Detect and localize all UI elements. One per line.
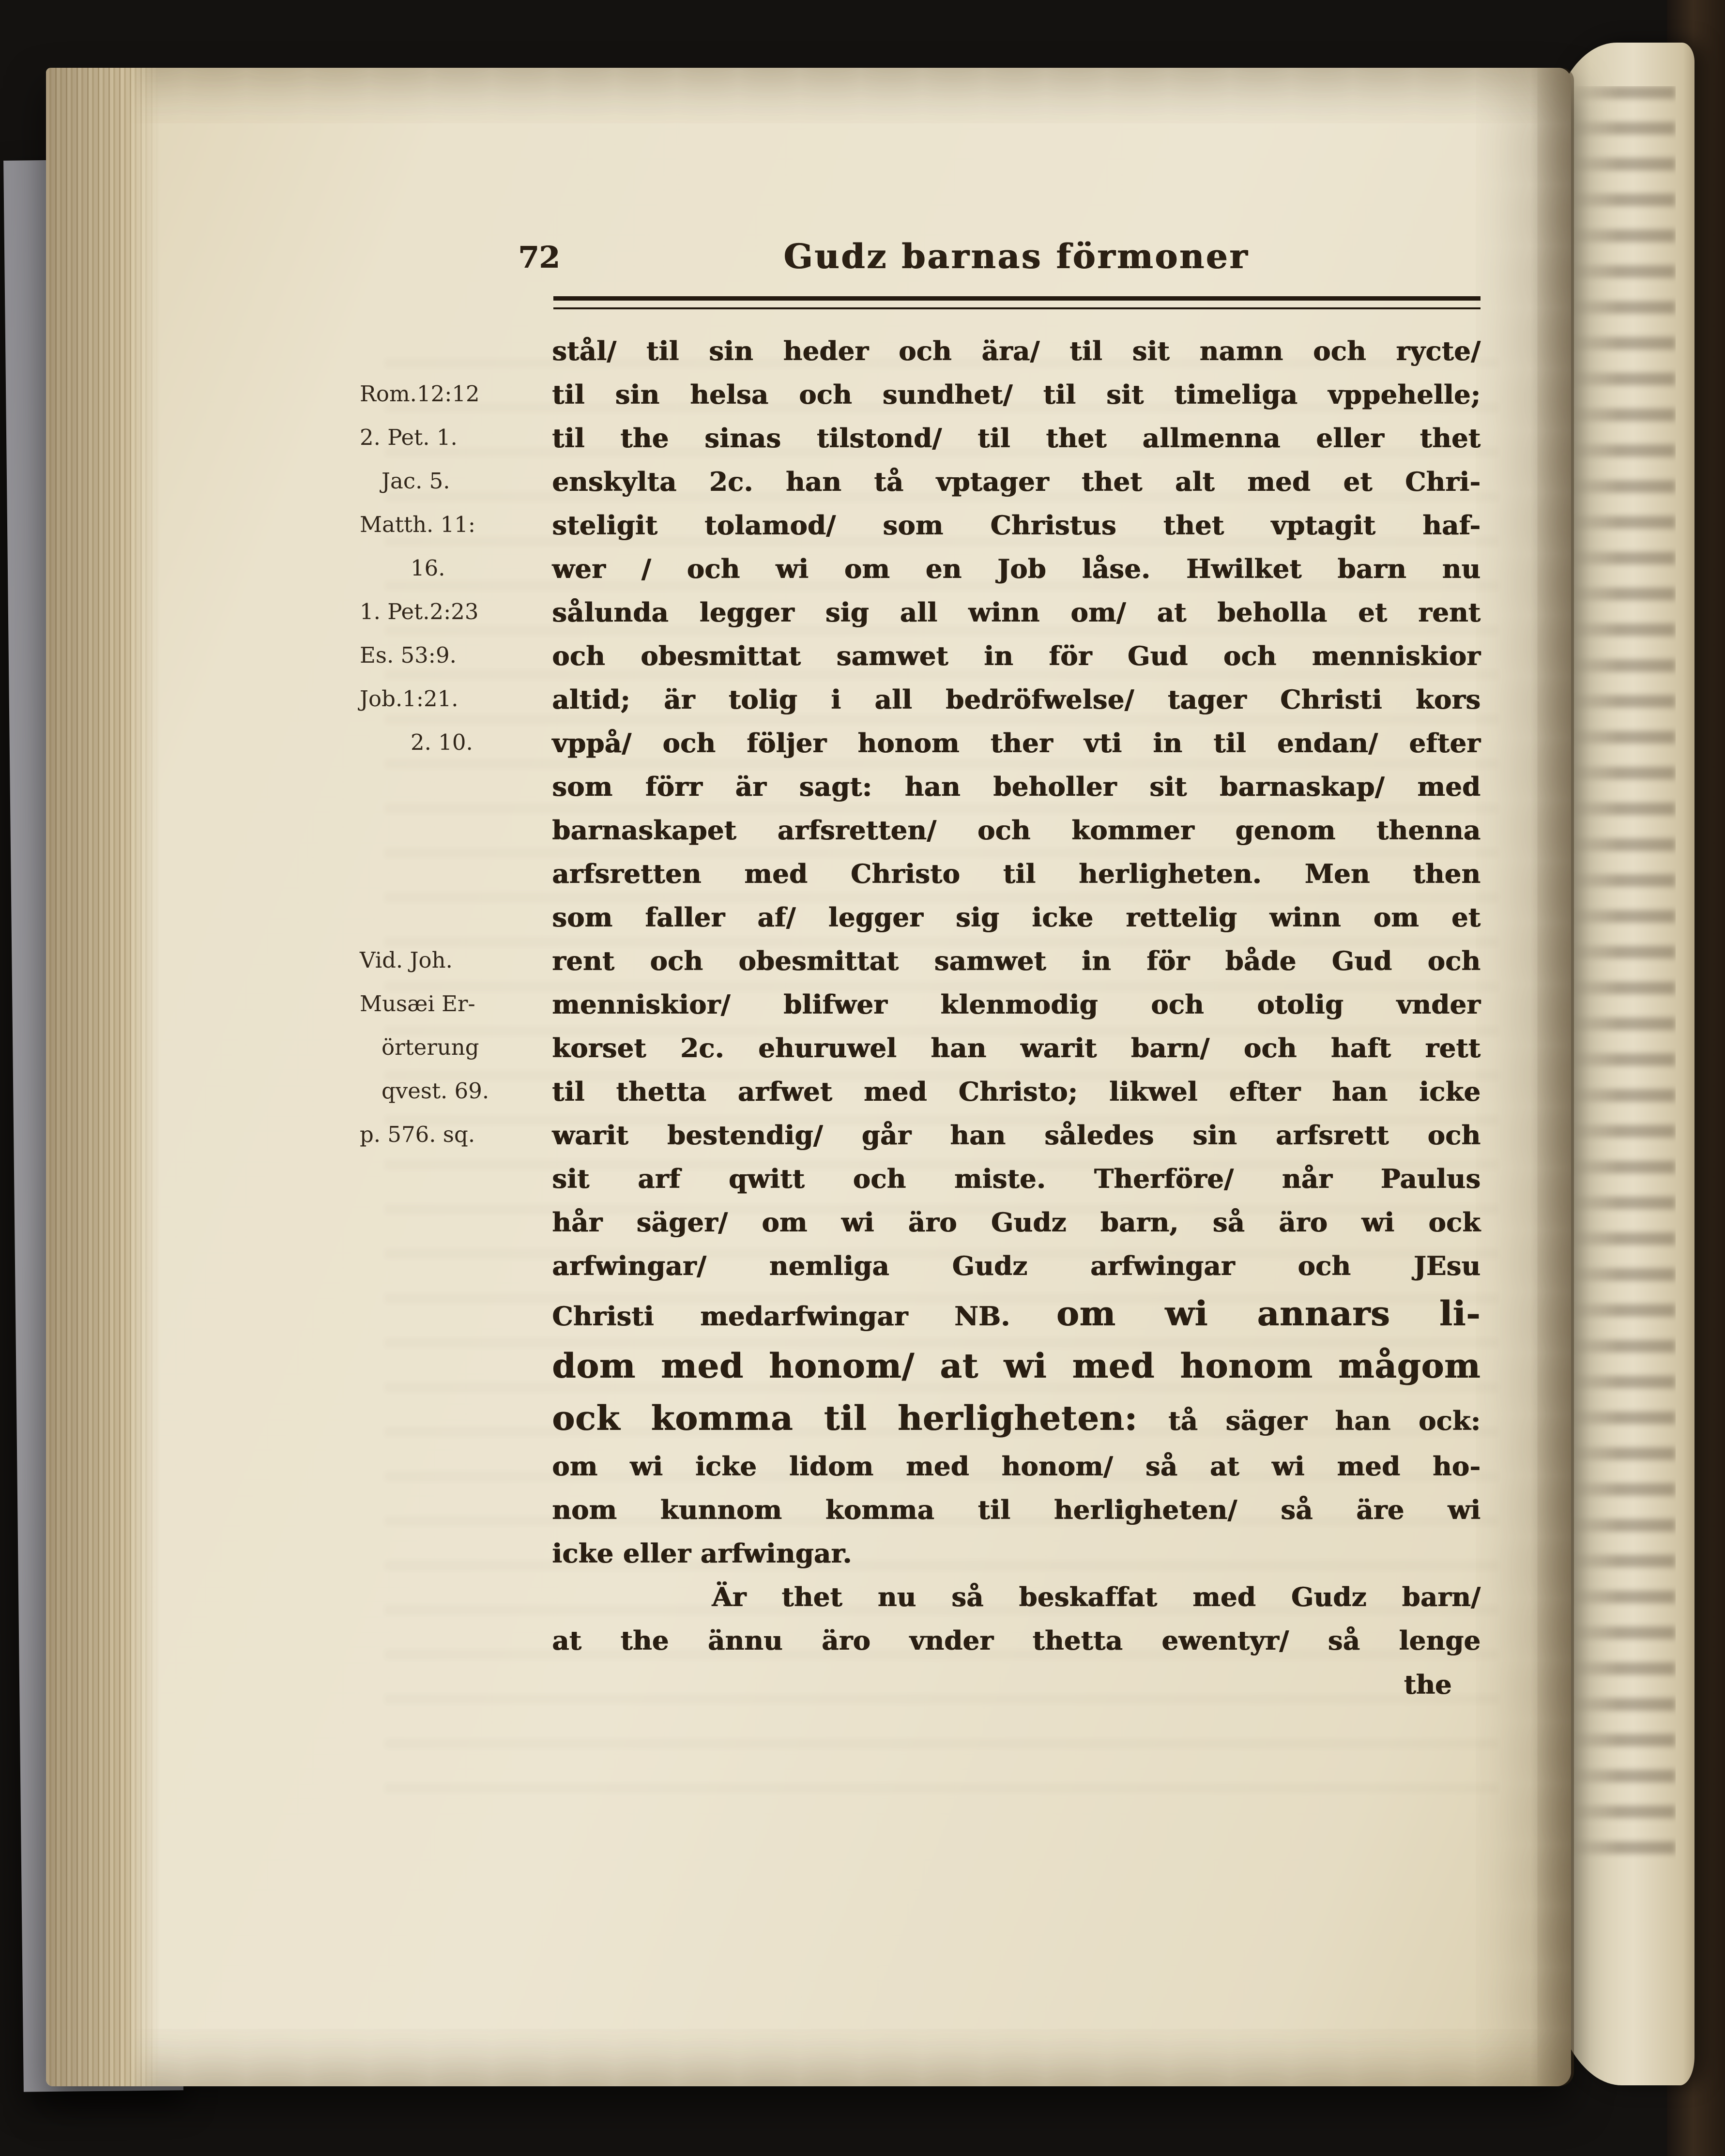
- margin-note: 1. Pet.2:23: [360, 599, 479, 624]
- body-line: [552, 503, 1481, 547]
- margin-note: Rom.12:12: [360, 381, 480, 407]
- page-header-title: Gudz barnas förmoner: [783, 236, 1249, 276]
- page-edge-stack: [46, 68, 160, 2086]
- page-number: 72: [518, 240, 560, 275]
- body-text-segment: om wi icke lidom med honom/ så at wi med ho-: [552, 1451, 1481, 1482]
- catchword: the: [1404, 1669, 1451, 1700]
- body-text-segment: altid; är tolig i all bedröfwelse/ tager Christi kors: [552, 684, 1481, 715]
- body-line: [552, 721, 1481, 765]
- margin-note: p. 576. sq.: [360, 1122, 475, 1147]
- body-line: [552, 1340, 1481, 1392]
- body-text-segment: som faller af/ legger sig icke rettelig winn om et: [552, 902, 1481, 933]
- body-line: [552, 1575, 1481, 1619]
- body-text-segment: nom kunnom komma til herligheten/ så äre wi: [552, 1494, 1481, 1525]
- body-line: [552, 983, 1481, 1026]
- margin-note: Vid. Joh.: [360, 947, 453, 973]
- header-rule: [553, 296, 1481, 309]
- body-text-segment: wer / och wi om en Job låse. Hwilket barn nu: [552, 553, 1481, 584]
- body-text-segment: barnaskapet arfsretten/ och kommer genom thenna: [552, 815, 1481, 846]
- body-line: [552, 1200, 1481, 1244]
- body-text-segment: stål/ til sin heder och ära/ til sit namn och rycte/: [552, 335, 1481, 366]
- body-line: [552, 1288, 1481, 1340]
- body-line: [552, 1113, 1481, 1157]
- margin-note: Jac. 5.: [382, 468, 450, 494]
- body-line: [552, 547, 1481, 591]
- body-text-segment: sålunda legger sig all winn om/ at beholla et rent: [552, 597, 1481, 628]
- margin-note: 16.: [411, 555, 445, 581]
- body-text-segment: hår säger/ om wi äro Gudz barn, så äro wi ock: [552, 1207, 1481, 1238]
- body-line: [552, 460, 1481, 503]
- margin-note: qvest. 69.: [382, 1078, 489, 1104]
- body-line: [552, 634, 1481, 678]
- body-text-segment: til sin helsa och sundhet/ til sit timeliga vppehelle;: [552, 379, 1481, 410]
- body-line: [552, 678, 1481, 721]
- body-line: [552, 1157, 1481, 1200]
- body-line: [552, 852, 1481, 896]
- margin-note: Job.1:21.: [360, 686, 458, 712]
- body-line: [552, 591, 1481, 634]
- body-line: [552, 1532, 1481, 1575]
- body-text-segment: menniskior/ blifwer klenmodig och otolig vnder: [552, 989, 1481, 1020]
- body-text-segment: warit bestendig/ går han således sin arfsrett och: [552, 1120, 1481, 1151]
- margin-note: Es. 53:9.: [360, 642, 457, 668]
- body-text-segment: dom med honom/ at wi med honom mågom: [552, 1346, 1481, 1386]
- body-line: [552, 808, 1481, 852]
- body-text-segment: om wi annars li-: [1056, 1293, 1481, 1334]
- body-text-segment: arfsretten med Christo til herligheten. Men then: [552, 858, 1481, 889]
- margin-note: Matth. 11:: [360, 512, 476, 537]
- body-line: [552, 1392, 1481, 1444]
- body-text-segment: vppå/ och följer honom ther vti in til endan/ efter: [552, 728, 1481, 759]
- body-line: [552, 765, 1481, 808]
- body-line: [552, 1026, 1481, 1070]
- body-text-segment: tå säger han ock:: [1168, 1405, 1481, 1436]
- margin-note: 2. 10.: [411, 729, 473, 755]
- body-text-segment: enskylta 2c. han tå vptager thet alt med et Chri-: [552, 466, 1481, 497]
- body-text-segment: som förr är sagt: han beholler sit barnaskap/ med: [552, 771, 1481, 802]
- body-text-segment: korset 2c. ehuruwel han warit barn/ och haft rett: [552, 1032, 1481, 1063]
- body-text-segment: ock komma til herligheten:: [552, 1398, 1168, 1438]
- body-text-segment: steligit tolamod/ som Christus thet vptagit haf-: [552, 510, 1481, 541]
- body-line: [552, 1244, 1481, 1288]
- body-line: [552, 896, 1481, 939]
- margin-note: Musæi Er-: [360, 991, 475, 1017]
- book-page: [46, 68, 1571, 2086]
- body-text-segment: til the sinas tilstond/ til thet allmenna eller thet: [552, 423, 1481, 454]
- body-line: [552, 329, 1481, 373]
- margin-note: 2. Pet. 1.: [360, 425, 458, 450]
- body-line: [552, 373, 1481, 416]
- body-text-segment: at the ännu äro vnder thetta ewentyr/ så lenge: [552, 1625, 1481, 1656]
- body-text-segment: och obesmittat samwet in för Gud och menniskior: [552, 640, 1481, 671]
- body-text-segment: sit arf qwitt och miste. Therföre/ når Paulus: [552, 1163, 1481, 1194]
- body-line: [552, 416, 1481, 460]
- margin-note: örterung: [382, 1034, 479, 1060]
- body-line: [552, 939, 1481, 983]
- body-text: [552, 329, 1481, 1707]
- body-text-segment: rent och obesmittat samwet in för både Gud och: [552, 945, 1481, 976]
- body-line: [552, 1444, 1481, 1488]
- body-line: [552, 1070, 1481, 1113]
- next-page-ghost-text: [1572, 86, 1676, 1877]
- gutter-shadow: [1530, 68, 1574, 2086]
- body-text-segment: Är thet nu så beskaffat med Gudz barn/: [712, 1581, 1481, 1612]
- body-text-segment: icke eller arfwingar.: [552, 1538, 852, 1569]
- body-text-segment: arfwingar/ nemliga Gudz arfwingar och JEsu: [552, 1250, 1481, 1281]
- body-text-segment: til thetta arfwet med Christo; likwel efter han icke: [552, 1076, 1481, 1107]
- body-line: [552, 1619, 1481, 1662]
- body-text-segment: Christi medarfwingar NB.: [552, 1301, 1056, 1332]
- margin-notes: [351, 329, 545, 1297]
- body-line: [552, 1488, 1481, 1532]
